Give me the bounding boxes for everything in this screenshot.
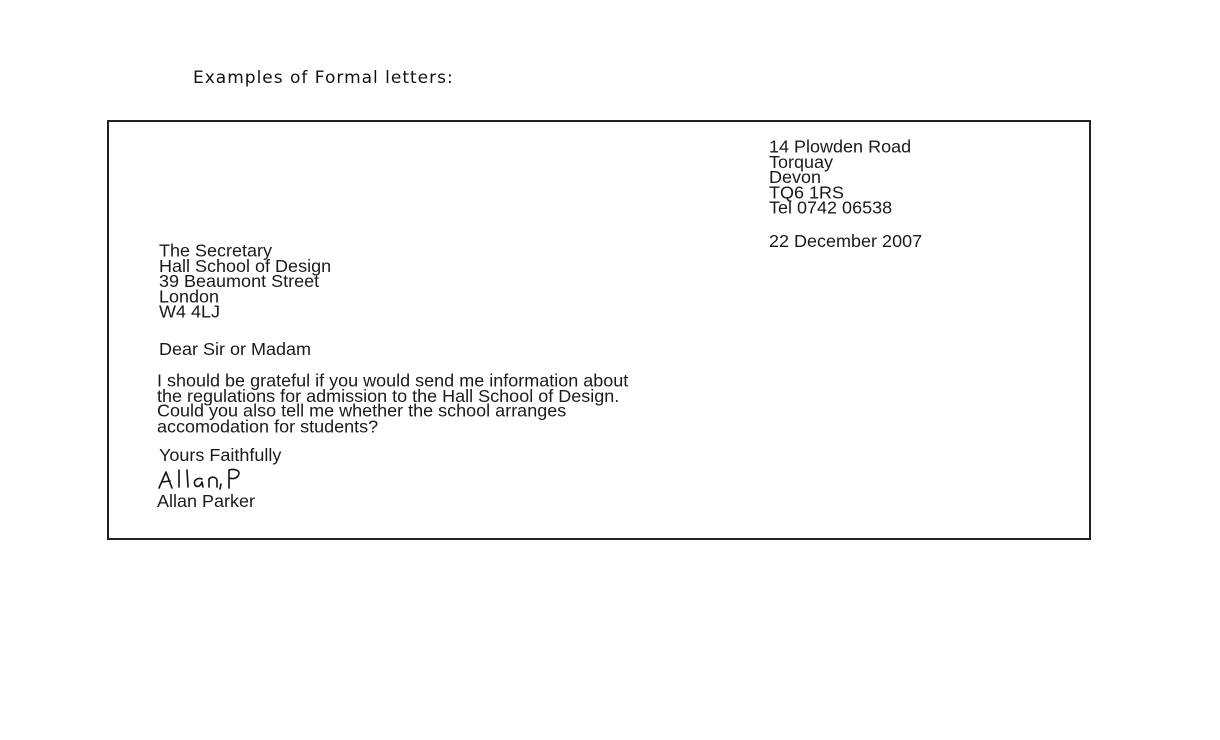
letter-body xyxy=(157,370,629,436)
sender-address-line: 14 Plowden Road xyxy=(769,136,912,157)
salutation-text: Dear Sir or Madam xyxy=(159,339,312,359)
recipient-address-line: W4 4LJ xyxy=(159,301,221,322)
recipient-address-line: Hall School of Design xyxy=(159,256,332,276)
letter-date xyxy=(769,231,923,251)
recipient-address-line: 39 Beaumont Street xyxy=(159,271,320,291)
printed-name xyxy=(157,491,256,511)
sender-address-line: Devon xyxy=(769,167,822,187)
body-line: accomodation for students? xyxy=(157,416,379,436)
sender-address-line: TQ6 1RS xyxy=(769,182,845,203)
signature-drawing xyxy=(157,464,317,492)
recipient-address-line: London xyxy=(159,286,220,307)
closing-text: Yours Faithfully xyxy=(159,445,282,465)
body-line: Could you also tell me whether the school arranges xyxy=(157,401,567,421)
letter-date-text: 22 December 2007 xyxy=(769,231,923,251)
recipient-address xyxy=(159,240,332,322)
sender-phone-line: Tel 0742 06538 xyxy=(769,197,893,218)
page-heading: Examples of Formal letters: xyxy=(193,68,454,88)
closing xyxy=(159,445,282,465)
printed-name-text: Allan Parker xyxy=(157,491,256,511)
sender-address xyxy=(769,136,912,218)
sender-address-line: Torquay xyxy=(769,152,834,172)
letter-frame xyxy=(107,120,1091,540)
recipient-address-line: The Secretary xyxy=(159,240,273,261)
handwritten-signature xyxy=(157,464,317,492)
salutation xyxy=(159,339,312,359)
body-line: I should be grateful if you would send me information about xyxy=(157,370,629,391)
body-line: the regulations for admission to the Hall School of Design. xyxy=(157,385,620,406)
